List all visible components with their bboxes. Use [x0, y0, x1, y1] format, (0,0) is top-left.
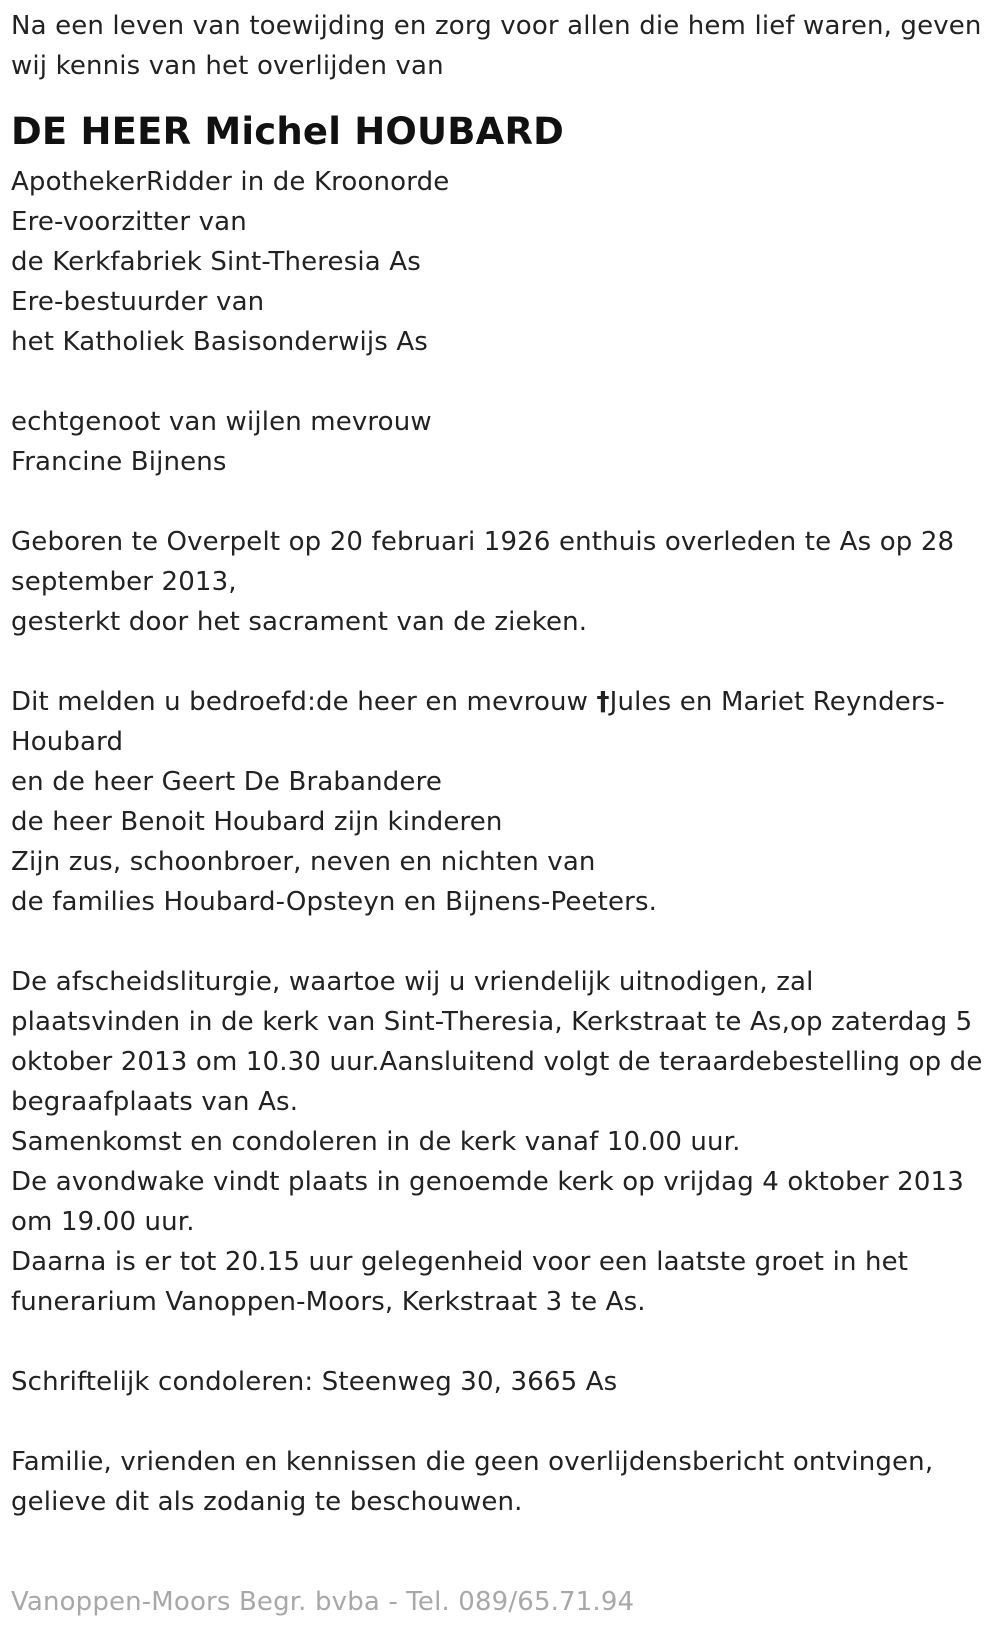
- spacer: [11, 922, 990, 962]
- spacer: [11, 642, 990, 682]
- ceremony-block: [11, 962, 990, 1322]
- ceremony-line: Samenkomst en condoleren in de kerk vanaf 10.00 uur.: [11, 1127, 741, 1157]
- funeral-home-footer: Vanoppen-Moors Begr. bvba - Tel. 089/65.71.94: [11, 1587, 635, 1617]
- spouse-line: Francine Bijnens: [11, 447, 227, 477]
- intro-text: Na een leven van toewijding en zorg voor allen die hem lief waren, geven wij kennis van het overlijden van: [11, 11, 982, 81]
- family-first-prefix: Dit melden u bedroefd:de heer en mevrouw: [11, 687, 597, 717]
- spacer: [11, 1322, 990, 1362]
- family-first-line: [11, 682, 990, 762]
- birth-line: gesterkt door het sacrament van de zieken.: [11, 607, 588, 637]
- family-first-suffix: Jules en Mariet Reynders-Houbard: [11, 687, 945, 757]
- ceremony-line: De avondwake vindt plaats in genoemde kerk op vrijdag 4 oktober 2013 om 19.00 uur.: [11, 1167, 964, 1237]
- title-line: ApothekerRidder in de Kroonorde: [11, 167, 450, 197]
- title-line: Ere-bestuurder van: [11, 287, 265, 317]
- family-line: en de heer Geert De Brabandere: [11, 767, 442, 797]
- deceased-name: DE HEER Michel HOUBARD: [11, 110, 565, 153]
- birth-line: Geboren te Overpelt op 20 februari 1926 enthuis overleden te As op 28 september 2013,: [11, 527, 955, 597]
- cross-icon: †: [596, 687, 610, 717]
- spacer: [11, 482, 990, 522]
- spacer: [11, 1402, 990, 1442]
- ceremony-line: Daarna is er tot 20.15 uur gelegenheid voor een laatste groet in het funerarium Vanoppen-Moors, Kerkstraat 3 te As.: [11, 1247, 909, 1317]
- titles-block: [11, 162, 990, 362]
- spacer: [11, 362, 990, 402]
- family-line: de heer Benoit Houbard zijn kinderen: [11, 807, 503, 837]
- family-block: [11, 682, 990, 922]
- family-line: Zijn zus, schoonbroer, neven en nichten van: [11, 847, 596, 877]
- closing-text: Familie, vrienden en kennissen die geen overlijdensbericht ontvingen, gelieve dit als zodanig te beschouwen.: [11, 1447, 934, 1517]
- condolence-address: Schriftelijk condoleren: Steenweg 30, 3665 As: [11, 1367, 618, 1397]
- birth-block: [11, 522, 990, 642]
- ceremony-line: De afscheidsliturgie, waartoe wij u vriendelijk uitnodigen, zal plaatsvinden in de kerk van Sint-Theresia, Kerkstraat te As,op zaterdag 5 oktober 2013 om 10.30 uur.Aansluitend volgt de teraardebestelling op de begraafplaats van As.: [11, 967, 983, 1117]
- family-line: de families Houbard-Opsteyn en Bijnens-Peeters.: [11, 887, 658, 917]
- title-line: Ere-voorzitter van: [11, 207, 247, 237]
- title-line: het Katholiek Basisonderwijs As: [11, 327, 428, 357]
- title-line: de Kerkfabriek Sint-Theresia As: [11, 247, 421, 277]
- spouse-line: echtgenoot van wijlen mevrouw: [11, 407, 432, 437]
- spouse-block: [11, 402, 990, 482]
